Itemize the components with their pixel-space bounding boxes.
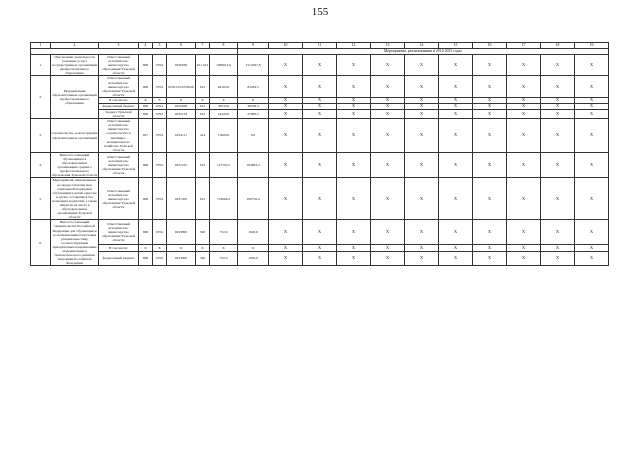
x-mark-cell: X (473, 76, 507, 97)
value-cell: 0230039 (167, 55, 196, 76)
value-cell: 414 (196, 119, 210, 153)
x-mark-cell: X (507, 109, 541, 118)
x-mark-cell: X (575, 97, 609, 103)
row-name: Мероприятия, направленные на предоставление мер социальной поддержки обучающимся детям-сиротам и детям, оставшимся без попечения родителей, а также лицам из их числа в образовательных организациях Тульской области (52, 178, 97, 220)
row-number: 3. (31, 119, 51, 153)
x-mark-cell: X (371, 97, 405, 103)
value-cell: 176064,2 (210, 178, 238, 220)
value-cell: 612 (196, 178, 210, 220)
column-number: 18 (541, 43, 575, 49)
value-cell: 127795,5 (210, 152, 238, 178)
x-mark-cell: X (303, 244, 337, 251)
x-mark-cell: X (405, 76, 439, 97)
x-mark-cell: X (337, 220, 371, 244)
value-cell: 611 612 (196, 55, 210, 76)
x-mark-cell: X (303, 103, 337, 109)
x-mark-cell: X (371, 109, 405, 118)
x-mark-cell: X (507, 251, 541, 266)
x-mark-cell: X (473, 55, 507, 76)
x-mark-cell: X (337, 178, 371, 220)
x-mark-cell: X (269, 251, 303, 266)
value-cell: 1069612,0 (210, 55, 238, 76)
x-mark-cell: X (473, 103, 507, 109)
row-number: 6. (31, 220, 51, 266)
x-mark-cell: X (575, 119, 609, 153)
row-number: 2. (31, 76, 51, 119)
value-cell: X (167, 244, 196, 251)
x-mark-cell: X (439, 152, 473, 178)
value-cell: X (196, 244, 210, 251)
value-cell: 0233895 (167, 251, 196, 266)
value-cell: 612 (196, 109, 210, 118)
value-cell: 1020,0 (238, 220, 269, 244)
x-mark-cell: X (269, 103, 303, 109)
x-mark-cell: X (303, 178, 337, 220)
value-cell: 0,0 (238, 119, 269, 153)
value-cell: 0233895 (167, 220, 196, 244)
x-mark-cell: X (371, 220, 405, 244)
value-cell: 752,0 (210, 220, 238, 244)
x-mark-cell: X (575, 244, 609, 251)
value-cell: 752,0 (210, 251, 238, 266)
value-cell: 0704 (153, 103, 167, 109)
value-cell: 24420,0 (210, 109, 238, 118)
row-number: 1. (31, 55, 51, 76)
value-cell: X (139, 97, 153, 103)
x-mark-cell: X (269, 97, 303, 103)
x-mark-cell: X (473, 178, 507, 220)
value-cell: 1512297,8 (238, 55, 269, 76)
x-mark-cell: X (337, 109, 371, 118)
column-number: 11 (303, 43, 337, 49)
row-number: 5. (31, 178, 51, 220)
value-cell: 808 (139, 178, 153, 220)
value-cell: 612 (196, 103, 210, 109)
executor-cell: Ответственный исполнитель: министерство образования Тульской области (99, 152, 139, 178)
value-cell: 15000,0 (210, 119, 238, 153)
x-mark-cell: X (575, 103, 609, 109)
executor-cell: Ответственный исполнитель: министерство образования Тульской области (99, 220, 139, 244)
executor-cell: Ответственный исполнитель: министерство образования Тульской области (99, 55, 139, 76)
executor-cell: бюджет Тульской области (99, 109, 139, 118)
column-number: 6 (167, 43, 196, 49)
x-mark-cell: X (439, 220, 473, 244)
value-cell: 808 (139, 251, 153, 266)
x-mark-cell: X (473, 109, 507, 118)
value-cell: 0704 (153, 55, 167, 76)
x-mark-cell: X (269, 244, 303, 251)
value-cell: 0234111 (167, 119, 196, 153)
value-cell: X (210, 244, 238, 251)
value-cell: 0704 (153, 119, 167, 153)
column-number: 7 (196, 43, 210, 49)
x-mark-cell: X (541, 55, 575, 76)
value-cell: 65284,5 (238, 76, 269, 97)
value-cell: 27085,2 (238, 109, 269, 118)
x-mark-cell: X (541, 109, 575, 118)
x-mark-cell: X (405, 97, 439, 103)
x-mark-cell: X (337, 119, 371, 153)
x-mark-cell: X (303, 97, 337, 103)
column-number: 3 (99, 43, 139, 49)
value-cell: 38199,3 (238, 103, 269, 109)
x-mark-cell: X (371, 76, 405, 97)
value-cell: 808 (139, 152, 153, 178)
x-mark-cell: X (507, 152, 541, 178)
value-cell: 0232133 0235026 (167, 76, 196, 97)
table-row (31, 220, 609, 244)
value-cell: 0237225 (167, 152, 196, 178)
x-mark-cell: X (337, 55, 371, 76)
x-mark-cell: X (541, 152, 575, 178)
x-mark-cell: X (371, 244, 405, 251)
value-cell: 827 (139, 119, 153, 153)
value-cell: X (210, 97, 238, 103)
row-name: Выплата стипендий обучающимся в образовательных организациях среднего профессионального образования Тульской области (51, 152, 98, 178)
value-cell: 808 (139, 109, 153, 118)
value-cell: 808 (139, 76, 153, 97)
table-row (31, 152, 609, 178)
x-mark-cell: X (541, 220, 575, 244)
value-cell: 39743,0 (210, 103, 238, 109)
value-cell: 0704 (153, 220, 167, 244)
column-number: 5 (153, 43, 167, 49)
x-mark-cell: X (507, 178, 541, 220)
x-mark-cell: X (269, 55, 303, 76)
value-cell: 180718,4 (238, 178, 269, 220)
x-mark-cell: X (371, 178, 405, 220)
column-number: 14 (405, 43, 439, 49)
x-mark-cell: X (405, 55, 439, 76)
executor-cell: В том числе: (99, 97, 139, 103)
executor-cell: федеральный бюджет (99, 251, 139, 266)
x-mark-cell: X (337, 244, 371, 251)
x-mark-cell: X (507, 119, 541, 153)
row-name: Выплата стипендий Правительства Российской Федерации для обучающихся по направлениям подготовки (специальностям), соответствующим приоритетным направлениям модернизации и технологического развития экономики Российской Федерации (51, 220, 99, 266)
x-mark-cell: X (337, 76, 371, 97)
table-row (31, 109, 609, 118)
value-cell: 0704 (153, 152, 167, 178)
x-mark-cell: X (541, 178, 575, 220)
x-mark-cell: X (269, 152, 303, 178)
value-cell: 340 (196, 251, 210, 266)
x-mark-cell: X (269, 109, 303, 118)
x-mark-cell: X (337, 251, 371, 266)
x-mark-cell: X (269, 178, 303, 220)
x-mark-cell: X (405, 244, 439, 251)
value-cell: 612 (196, 152, 210, 178)
executor-cell: федеральный бюджет (99, 103, 139, 109)
column-number: 9 (238, 43, 269, 49)
x-mark-cell: X (439, 97, 473, 103)
column-number: 4 (139, 43, 153, 49)
column-number: 19 (575, 43, 609, 49)
row-name: Строительство, реконструкция образовательных организаций (51, 119, 99, 153)
row-name: Обеспечение деятельности (оказание услуг) государственных организаций профессионального образования (51, 55, 98, 76)
value-cell: X (167, 97, 196, 103)
section-title: Мероприятия, реализованные в 2014-2015 годах (238, 49, 609, 55)
table-row (31, 119, 609, 153)
row-number: 4. (31, 152, 51, 178)
x-mark-cell: X (405, 152, 439, 178)
x-mark-cell: X (473, 251, 507, 266)
x-mark-cell: X (575, 251, 609, 266)
x-mark-cell: X (405, 109, 439, 118)
value-cell: 0704 (153, 178, 167, 220)
x-mark-cell: X (303, 152, 337, 178)
x-mark-cell: X (269, 76, 303, 97)
budget-table (30, 42, 609, 266)
x-mark-cell: X (303, 76, 337, 97)
x-mark-cell: X (405, 178, 439, 220)
column-number: 15 (439, 43, 473, 49)
x-mark-cell: X (507, 103, 541, 109)
value-cell: 0704 (153, 251, 167, 266)
x-mark-cell: X (303, 119, 337, 153)
value-cell: 808 (139, 55, 153, 76)
x-mark-cell: X (507, 97, 541, 103)
x-mark-cell: X (303, 109, 337, 118)
executor-cell: Ответственный исполнитель: министерство строительства и жилищно-коммунального хозяйства Тульской области (99, 119, 139, 153)
column-number: 17 (507, 43, 541, 49)
column-number: 10 (269, 43, 303, 49)
x-mark-cell: X (507, 76, 541, 97)
x-mark-cell: X (575, 152, 609, 178)
value-cell: 0232133 (167, 109, 196, 118)
x-mark-cell: X (439, 251, 473, 266)
table-row (31, 76, 609, 97)
x-mark-cell: X (439, 55, 473, 76)
x-mark-cell: X (507, 244, 541, 251)
value-cell: 184883,2 (238, 152, 269, 178)
x-mark-cell: X (303, 251, 337, 266)
x-mark-cell: X (405, 251, 439, 266)
x-mark-cell: X (575, 220, 609, 244)
x-mark-cell: X (507, 220, 541, 244)
value-cell: 0237205 (167, 178, 196, 220)
x-mark-cell: X (473, 152, 507, 178)
column-number: 12 (337, 43, 371, 49)
x-mark-cell: X (303, 55, 337, 76)
x-mark-cell: X (473, 97, 507, 103)
x-mark-cell: X (473, 244, 507, 251)
executor-cell: Ответственный исполнитель: министерство образования Тульской области (99, 76, 139, 97)
page-number: 155 (311, 6, 329, 18)
x-mark-cell: X (337, 97, 371, 103)
x-mark-cell: X (439, 76, 473, 97)
x-mark-cell: X (575, 76, 609, 97)
x-mark-cell: X (439, 119, 473, 153)
table-row (31, 244, 609, 251)
x-mark-cell: X (575, 109, 609, 118)
column-number: 2 (51, 43, 99, 49)
x-mark-cell: X (541, 251, 575, 266)
value-cell: X (139, 244, 153, 251)
value-cell: X (153, 97, 167, 103)
value-cell: X (196, 97, 210, 103)
value-cell: X (238, 244, 269, 251)
x-mark-cell: X (473, 220, 507, 244)
column-number: 13 (371, 43, 405, 49)
column-number: 8 (210, 43, 238, 49)
table-row (31, 178, 609, 220)
x-mark-cell: X (371, 119, 405, 153)
x-mark-cell: X (439, 244, 473, 251)
x-mark-cell: X (439, 103, 473, 109)
x-mark-cell: X (541, 76, 575, 97)
value-cell: 808 (139, 103, 153, 109)
value-cell: 340 (196, 220, 210, 244)
table-row (31, 251, 609, 266)
x-mark-cell: X (371, 103, 405, 109)
executor-cell: В том числе: (99, 244, 139, 251)
value-cell: 64163,0 (210, 76, 238, 97)
value-cell: 0704 (153, 109, 167, 118)
x-mark-cell: X (371, 152, 405, 178)
table-row (31, 55, 609, 76)
x-mark-cell: X (337, 152, 371, 178)
x-mark-cell: X (439, 109, 473, 118)
x-mark-cell: X (575, 178, 609, 220)
value-cell: 1020,0 (238, 251, 269, 266)
x-mark-cell: X (337, 103, 371, 109)
x-mark-cell: X (439, 178, 473, 220)
x-mark-cell: X (541, 119, 575, 153)
x-mark-cell: X (371, 55, 405, 76)
executor-cell: Ответственный исполнитель: министерство образования Тульской области (99, 178, 139, 220)
x-mark-cell: X (507, 55, 541, 76)
value-cell: 0704 (153, 76, 167, 97)
x-mark-cell: X (269, 220, 303, 244)
column-number: 16 (473, 43, 507, 49)
x-mark-cell: X (473, 119, 507, 153)
x-mark-cell: X (405, 220, 439, 244)
value-cell: 0235026 (167, 103, 196, 109)
x-mark-cell: X (541, 103, 575, 109)
column-number: 1 (31, 43, 51, 49)
value-cell: 808 (139, 220, 153, 244)
x-mark-cell: X (541, 97, 575, 103)
x-mark-cell: X (371, 251, 405, 266)
x-mark-cell: X (575, 55, 609, 76)
value-cell: X (238, 97, 269, 103)
x-mark-cell: X (405, 119, 439, 153)
x-mark-cell: X (405, 103, 439, 109)
x-mark-cell: X (303, 220, 337, 244)
value-cell: 612 (196, 76, 210, 97)
x-mark-cell: X (541, 244, 575, 251)
value-cell: X (153, 244, 167, 251)
row-name: Модернизация образовательных организаций профессионального образования (51, 76, 99, 119)
x-mark-cell: X (269, 119, 303, 153)
